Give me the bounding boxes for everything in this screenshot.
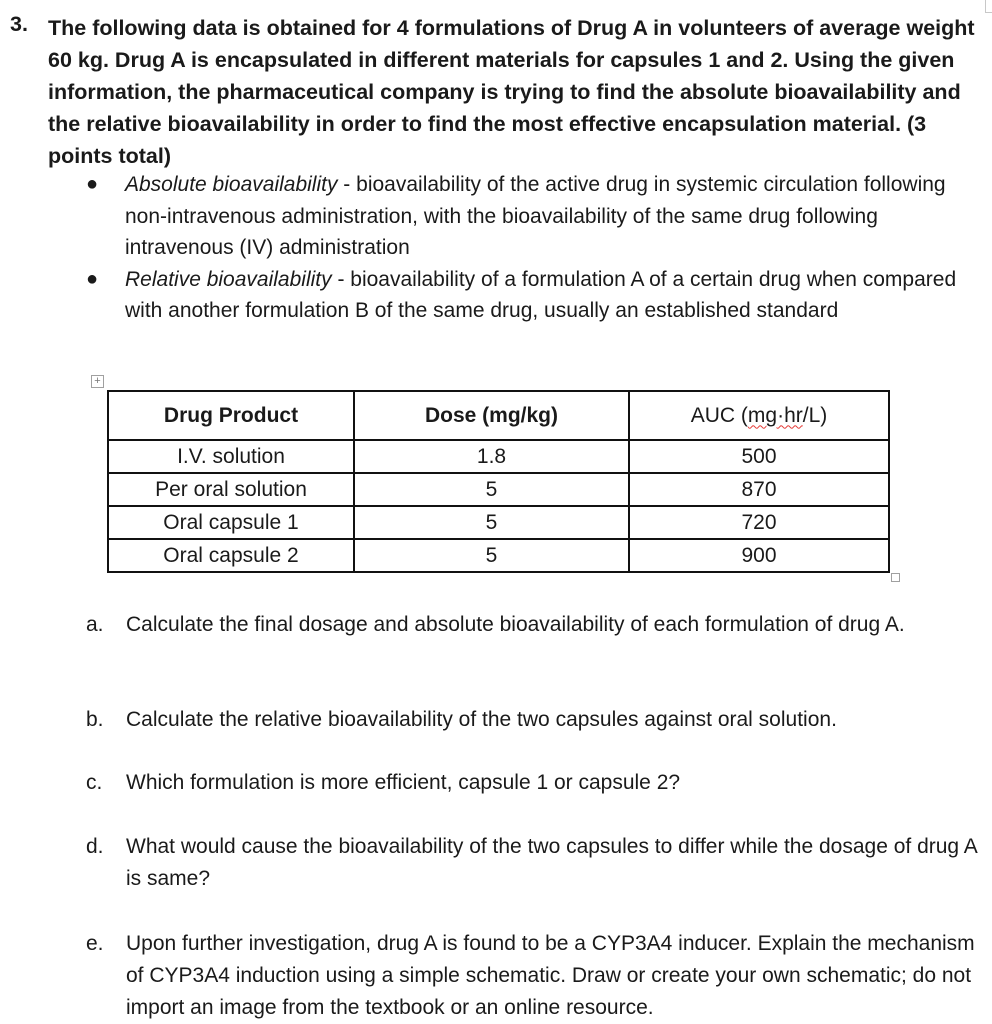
definition-absolute (0, 169, 985, 264)
definition-text: bioavailability of the active drug in systemic circulation following non-intravenous administration, with the bioavailability of the same drug following intravenous (IV) administration (125, 173, 946, 259)
subquestion-d (0, 831, 992, 895)
definition-term: Relative bioavailability (125, 267, 332, 291)
header-dose: Dose (mg/kg) (354, 391, 629, 440)
cell-dose: 1.8 (354, 440, 629, 473)
subquestion-a (0, 609, 992, 641)
table-header-row (108, 391, 889, 440)
subquestion-letter: e. (86, 932, 104, 955)
definition-term: Absolute bioavailability (125, 173, 338, 196)
cell-product: I.V. solution (108, 440, 354, 473)
spellcheck-flagged-unit[interactable]: mg·hr (747, 403, 803, 427)
formulation-table (107, 390, 890, 573)
cell-auc: 870 (629, 473, 889, 506)
table-move-handle-icon[interactable]: + (91, 375, 104, 388)
cell-auc: 720 (629, 506, 889, 539)
subquestion-b (0, 704, 992, 736)
cell-dose: 5 (354, 539, 629, 572)
bullet-icon: ● (86, 267, 99, 290)
header-auc-prefix: AUC ( (690, 403, 748, 427)
definition-relative (0, 264, 985, 327)
cell-dose: 5 (354, 473, 629, 506)
subquestion-letter: a. (86, 613, 104, 636)
subquestion-text: Upon further investigation, drug A is found to be a CYP3A4 inducer. Explain the mechanism of CYP3A4 induction using a simple schematic. Draw or create your own schematic; do not import an image from the textbook or an online resource. (126, 932, 975, 1019)
subquestion-text: Calculate the relative bioavailability of the two capsules against oral solution. (126, 708, 837, 731)
table-row (108, 473, 889, 506)
cell-auc: 900 (629, 539, 889, 572)
bullet-icon: ● (86, 173, 99, 195)
table-row (108, 539, 889, 572)
header-auc (629, 391, 889, 440)
subquestion-text: What would cause the bioavailability of the two capsules to differ while the dosage of drug A is same? (126, 835, 977, 890)
cell-product: Oral capsule 2 (108, 539, 354, 572)
header-drug-product: Drug Product (108, 391, 354, 440)
definition-separator: - (331, 267, 351, 291)
subquestion-letter: d. (86, 835, 104, 858)
subquestion-letter: c. (86, 771, 103, 794)
subquestion-letter: b. (86, 708, 104, 731)
cell-product: Oral capsule 1 (108, 506, 354, 539)
subquestion-e (0, 928, 992, 1024)
cell-dose: 5 (354, 506, 629, 539)
header-auc-suffix: /L) (802, 403, 828, 427)
subquestion-c (0, 767, 992, 799)
table-resize-handle-icon[interactable] (891, 573, 900, 582)
cell-auc: 500 (629, 440, 889, 473)
question-text: The following data is obtained for 4 formulations of Drug A in volunteers of average weight 60 kg. Drug A is encapsulated in different materials for capsules 1 and 2. Using the given information, the pharmaceutical company is trying to find the absolute bioavailability and the relative bioavailability in order to find the most effective encapsulation material. (3 points total) (48, 16, 975, 168)
definitions-list (0, 169, 992, 327)
definition-text: bioavailability of a formulation A of a certain drug when compared with another formulation B of the same drug, usually an established standard (125, 267, 957, 322)
question-number: 3. (10, 12, 28, 36)
cell-product: Per oral solution (108, 473, 354, 506)
table-row (108, 440, 889, 473)
table-row (108, 506, 889, 539)
subquestion-text: Calculate the final dosage and absolute bioavailability of each formulation of drug A. (126, 613, 905, 636)
definition-separator: - (337, 173, 357, 196)
subquestion-text: Which formulation is more efficient, capsule 1 or capsule 2? (126, 771, 681, 794)
